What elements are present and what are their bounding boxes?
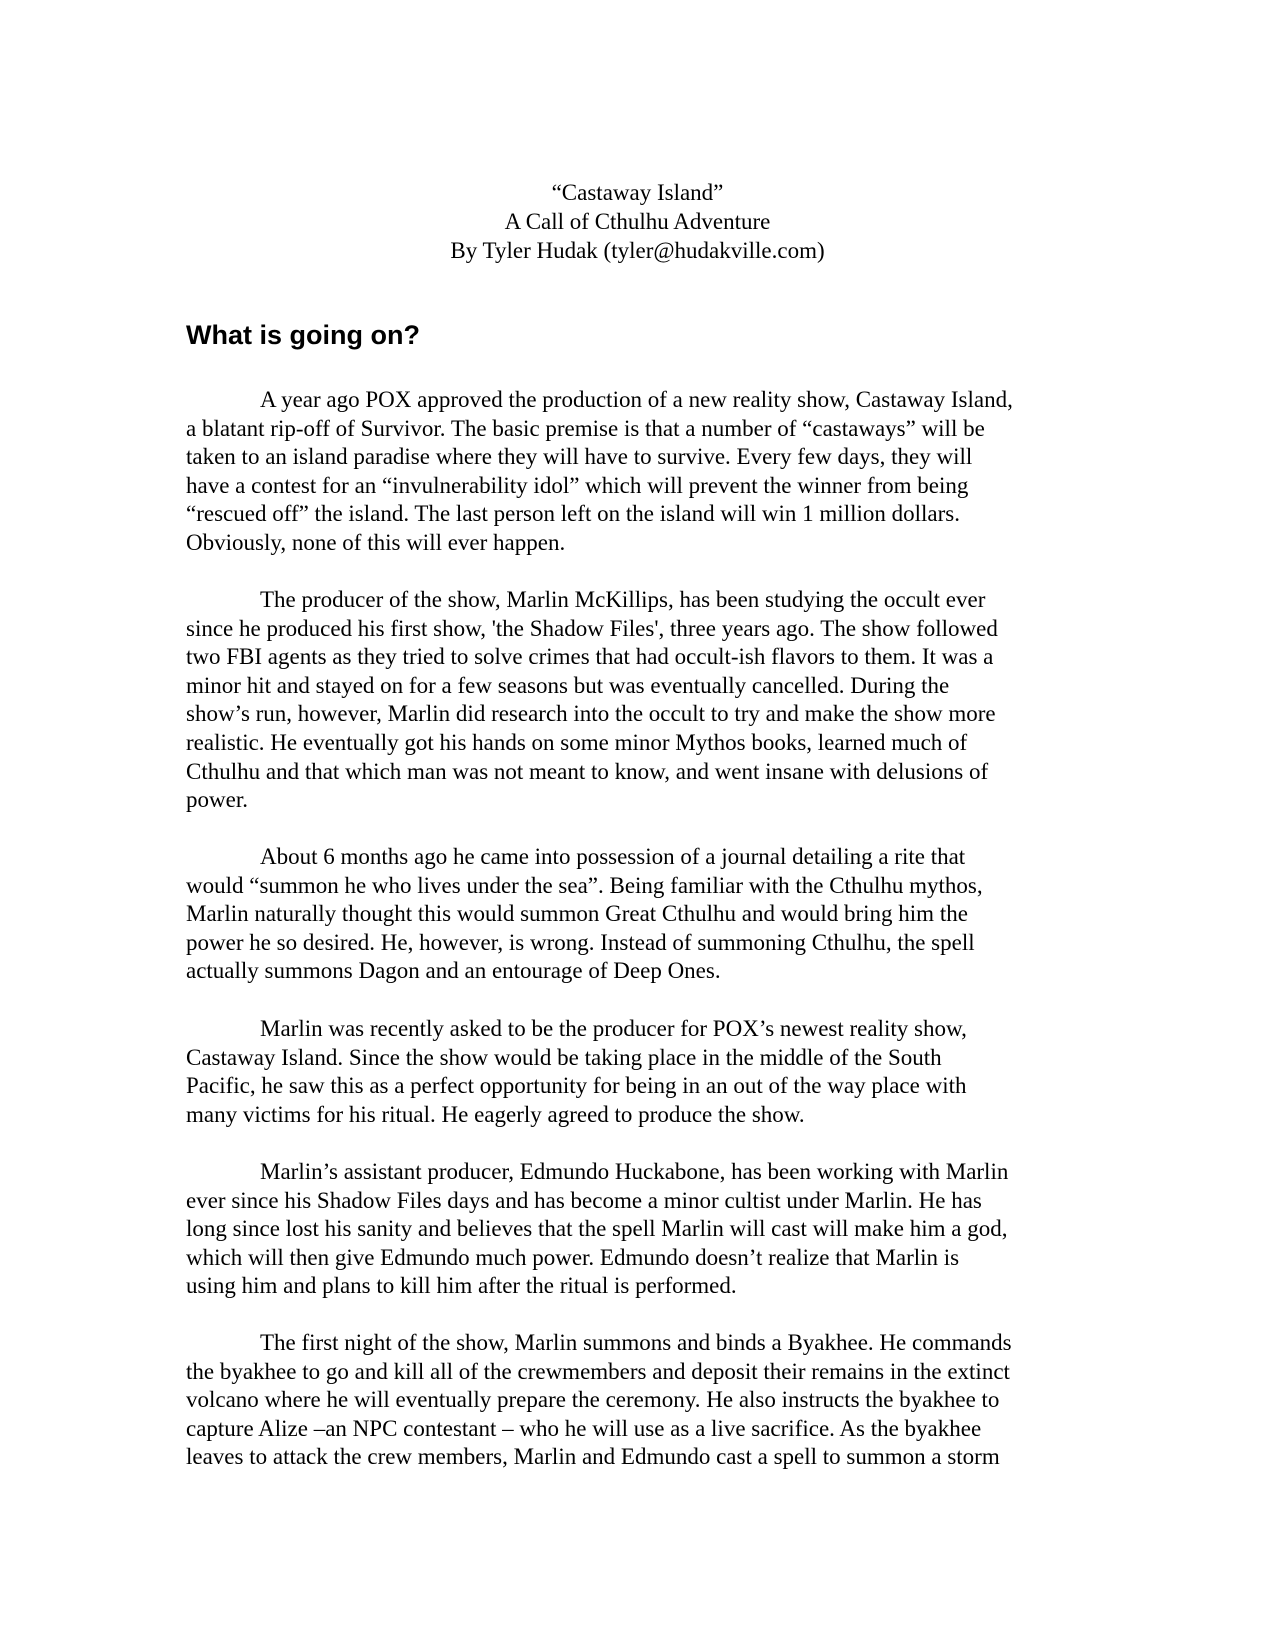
paragraph-5 <box>186 1158 1106 1301</box>
paragraph-line: The producer of the show, Marlin McKillips, has been studying the occult ever <box>260 587 986 612</box>
paragraph-line: ever since his Shadow Files days and has become a minor cultist under Marlin. He has <box>186 1187 982 1213</box>
document-subtitle: A Call of Cthulhu Adventure <box>504 209 771 234</box>
paragraph-line: power he so desired. He, however, is wrong. Instead of summoning Cthulhu, the spell <box>186 929 975 955</box>
document-author: By Tyler Hudak (tyler@hudakville.com) <box>450 238 825 263</box>
paragraph-line: since he produced his first show, 'the Shadow Files', three years ago. The show followed <box>186 615 998 641</box>
paragraph-4 <box>186 1015 1106 1129</box>
paragraph-line: many victims for his ritual. He eagerly agreed to produce the show. <box>186 1101 805 1127</box>
paragraph-line: Cthulhu and that which man was not meant to know, and went insane with delusions of <box>186 758 989 784</box>
paragraph-line: leaves to attack the crew members, Marlin and Edmundo cast a spell to summon a storm <box>186 1444 1000 1470</box>
paragraph-3 <box>186 843 1106 986</box>
paragraph-line: power. <box>186 787 248 813</box>
paragraph-line: using him and plans to kill him after the ritual is performed. <box>186 1273 737 1299</box>
paragraph-line: Pacific, he saw this as a perfect opportunity for being in an out of the way place with <box>186 1073 967 1099</box>
paragraph-line: Marlin naturally thought this would summon Great Cthulhu and would bring him the <box>186 901 968 927</box>
paragraph-line: would “summon he who lives under the sea”. Being familiar with the Cthulhu mythos, <box>186 872 983 898</box>
section-heading: What is going on? <box>186 320 420 350</box>
paragraph-line: Marlin was recently asked to be the producer for POX’s newest reality show, <box>260 1016 967 1041</box>
paragraph-line: have a contest for an “invulnerability idol” which will prevent the winner from being <box>186 472 969 498</box>
paragraph-line: taken to an island paradise where they will have to survive. Every few days, they will <box>186 444 973 470</box>
paragraph-line: volcano where he will eventually prepare the ceremony. He also instructs the byakhee to <box>186 1387 1000 1413</box>
paragraph-line: capture Alize –an NPC contestant – who he will use as a live sacrifice. As the byakhee <box>186 1415 982 1441</box>
paragraph-1 <box>186 386 1106 558</box>
paragraph-line: show’s run, however, Marlin did research into the occult to try and make the show more <box>186 701 996 727</box>
paragraph-line: Obviously, none of this will ever happen. <box>186 529 566 555</box>
paragraph-line: A year ago POX approved the production of a new reality show, Castaway Island, <box>260 387 1013 412</box>
paragraph-line: “rescued off” the island. The last person left on the island will win 1 million dollars. <box>186 501 960 527</box>
document-title: “Castaway Island” <box>551 180 724 205</box>
paragraph-line: two FBI agents as they tried to solve crimes that had occult-ish flavors to them. It was a <box>186 644 994 670</box>
paragraph-line: actually summons Dagon and an entourage of Deep Ones. <box>186 958 721 984</box>
paragraph-line: Castaway Island. Since the show would be taking place in the middle of the South <box>186 1044 942 1070</box>
paragraph-line: long since lost his sanity and believes that the spell Marlin will cast will make him a god, <box>186 1216 1008 1242</box>
paragraph-line: The first night of the show, Marlin summons and binds a Byakhee. He commands <box>260 1330 1012 1355</box>
paragraph-line: About 6 months ago he came into possession of a journal detailing a rite that <box>260 844 966 869</box>
title-block <box>0 178 1275 265</box>
paragraph-line: minor hit and stayed on for a few seasons but was eventually cancelled. During the <box>186 672 950 698</box>
paragraph-2 <box>186 586 1106 815</box>
paragraph-line: Marlin’s assistant producer, Edmundo Huckabone, has been working with Marlin <box>260 1159 1009 1184</box>
paragraph-line: the byakhee to go and kill all of the crewmembers and deposit their remains in the extinct <box>186 1358 1010 1384</box>
paragraph-line: realistic. He eventually got his hands on some minor Mythos books, learned much of <box>186 729 968 755</box>
paragraph-line: a blatant rip-off of Survivor. The basic premise is that a number of “castaways” will be <box>186 415 985 441</box>
paragraph-6 <box>186 1329 1106 1472</box>
paragraph-line: which will then give Edmundo much power. Edmundo doesn’t realize that Marlin is <box>186 1244 960 1270</box>
